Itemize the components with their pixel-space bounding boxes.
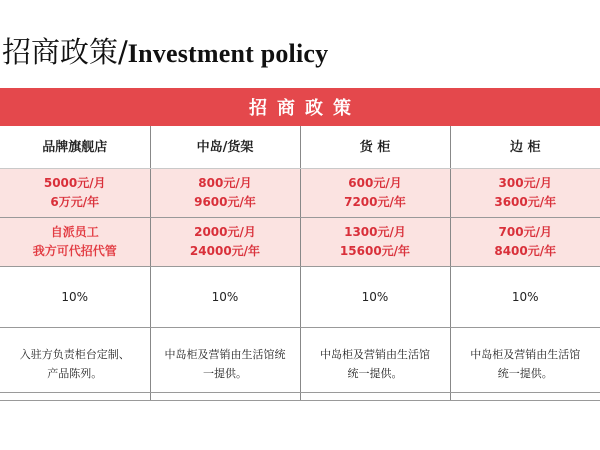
cell-text-line: 7200元/年 (344, 195, 406, 209)
page-title-english: Investment policy (127, 39, 329, 68)
cell-text-line: 产品陈列。 (47, 367, 103, 380)
table-cell (150, 218, 300, 267)
table-cell (450, 267, 600, 328)
table-cell (0, 218, 150, 267)
cell-text-line: 10% (361, 289, 389, 304)
cell-text-line: 300元/月 (498, 176, 552, 190)
cell-text-line: 10% (61, 289, 89, 304)
table-banner (0, 88, 600, 126)
cell-text-line: 入驻方负责柜台定制、 (19, 348, 130, 361)
table-cell (150, 267, 300, 328)
table-cell (150, 328, 300, 401)
table-cell (450, 328, 600, 401)
table-cell (450, 218, 600, 267)
cell-text-line: 1300元/月 (344, 225, 406, 239)
column-header: 品牌旗舰店 (0, 126, 150, 169)
table-row-salary (0, 218, 600, 267)
cell-text-line: 自派员工 (50, 225, 99, 239)
table-cell (450, 169, 600, 218)
column-header: 中岛/货架 (150, 126, 300, 169)
cell-text-line: 统一提供。 (497, 367, 553, 380)
cell-text-line: 中岛柜及营销由生活馆统 (164, 348, 286, 361)
cell-text-line: 统一提供。 (347, 367, 403, 380)
table-cell (0, 267, 150, 328)
table-row-rate (0, 267, 600, 328)
table-row-note (0, 328, 600, 401)
cell-text-line: 700元/月 (498, 225, 552, 239)
table-row-rent (0, 169, 600, 218)
policy-table (0, 126, 600, 401)
table-header-row (0, 126, 600, 169)
table-cell (300, 267, 450, 328)
table-banner-label: 招商政策 (249, 98, 361, 119)
cell-text-line: 中岛柜及营销由生活馆 (470, 348, 581, 361)
cell-text-line: 9600元/年 (194, 195, 256, 209)
cell-text-line: 8400元/年 (494, 244, 557, 258)
column-header: 货 柜 (300, 126, 450, 169)
page-title (2, 30, 328, 70)
cell-text-line: 一提供。 (203, 367, 247, 380)
table-cell (0, 328, 150, 401)
table-cell (0, 169, 150, 218)
cell-text-line: 10% (211, 289, 239, 304)
table-cell (300, 218, 450, 267)
cell-text-line: 3600元/年 (494, 195, 557, 209)
table-cell (300, 169, 450, 218)
page-title-chinese: 招商政策/ (2, 35, 128, 69)
cell-text-line: 中岛柜及营销由生活馆 (320, 348, 430, 361)
cell-text-line: 800元/月 (198, 176, 252, 190)
cell-text-line: 10% (511, 289, 539, 304)
table-bottom-border (0, 392, 600, 393)
column-header: 边 柜 (450, 126, 600, 169)
cell-text-line: 我方可代招代管 (32, 244, 117, 258)
cell-text-line: 2000元/月 (194, 225, 256, 239)
table-cell (300, 328, 450, 401)
policy-table-container (0, 88, 600, 401)
cell-text-line: 600元/月 (348, 176, 402, 190)
table-cell (150, 169, 300, 218)
cell-text-line: 15600元/年 (339, 244, 411, 258)
cell-text-line: 6万元/年 (50, 195, 100, 209)
cell-text-line: 24000元/年 (189, 244, 261, 258)
cell-text-line: 5000元/月 (43, 176, 106, 190)
